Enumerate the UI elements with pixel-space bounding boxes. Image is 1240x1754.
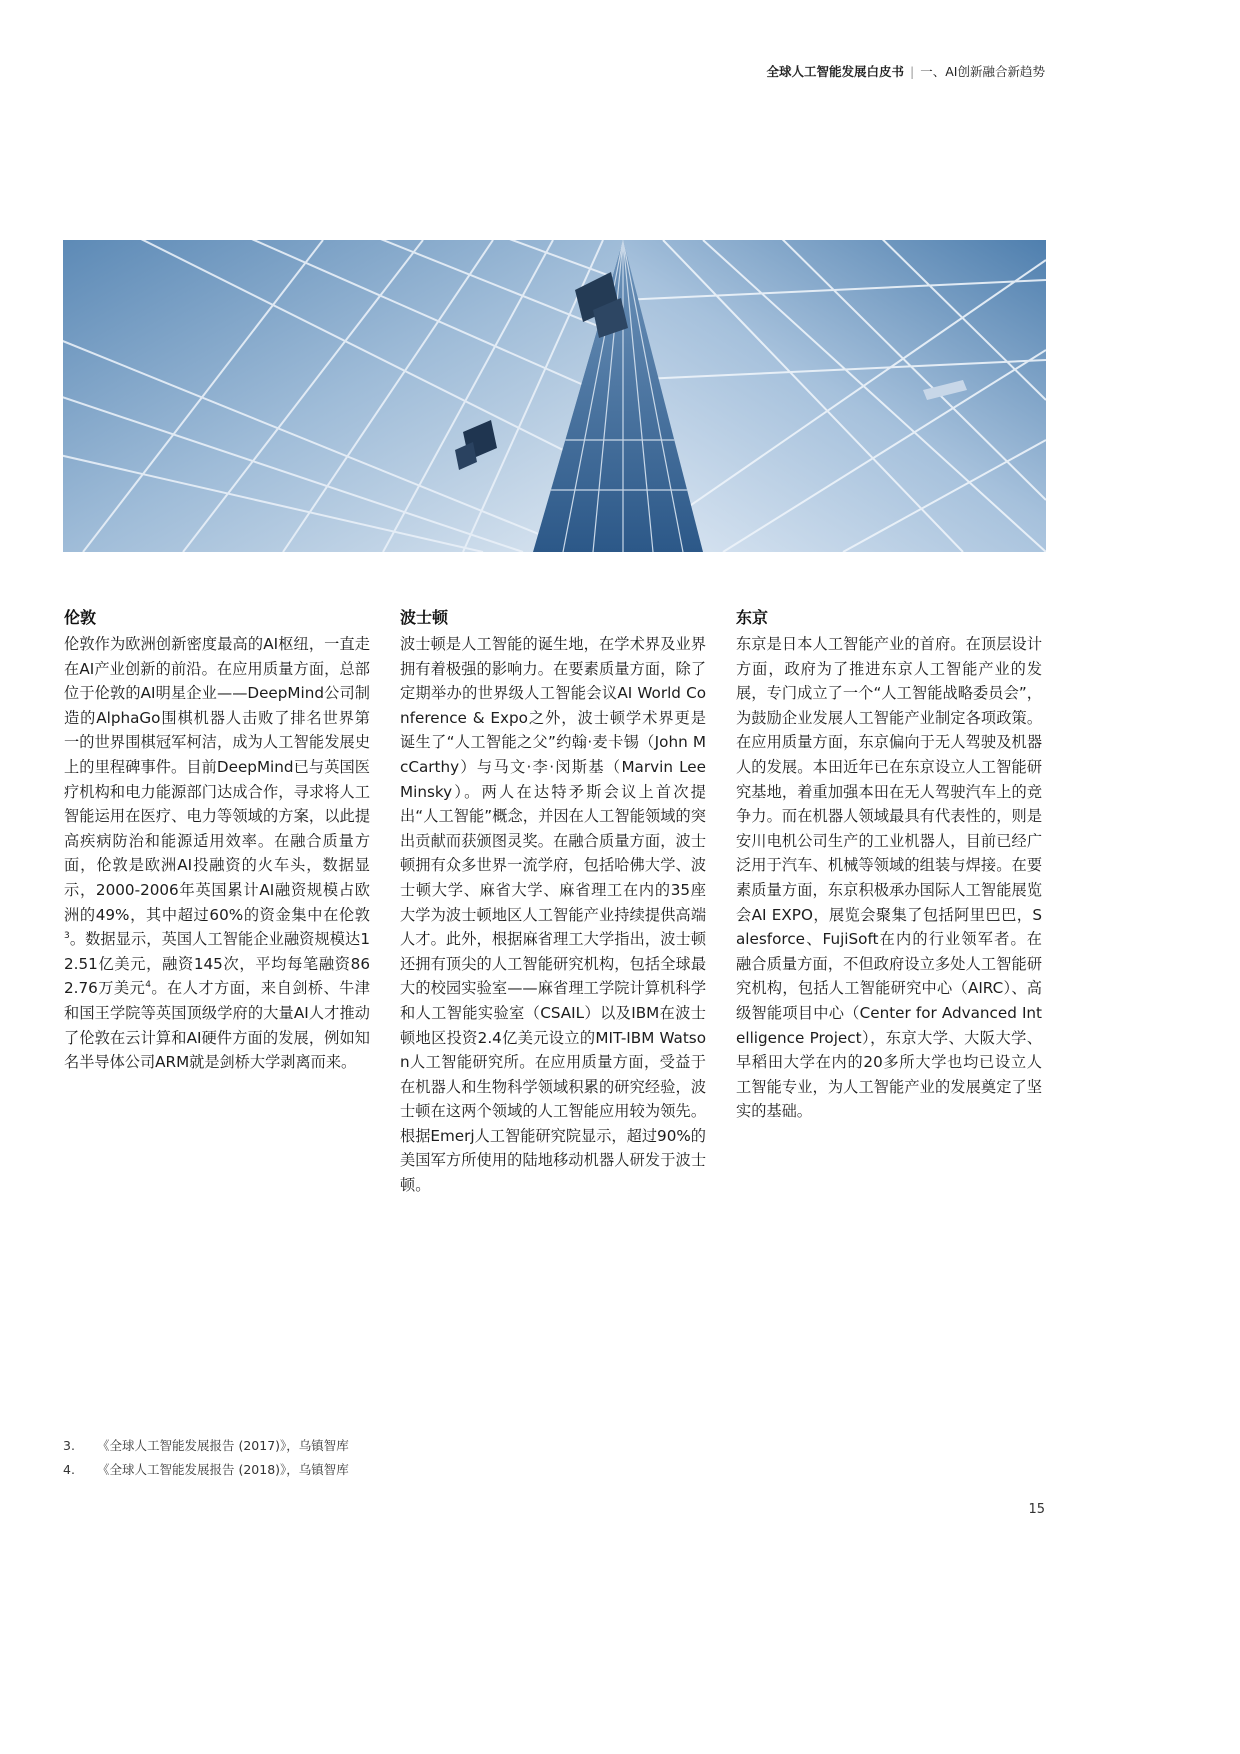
london-body [64,632,370,1075]
column-london [64,606,370,1075]
footnote-4 [63,1458,349,1482]
hero-image-skyscrapers [63,240,1046,552]
tokyo-body: 东京是日本人工智能产业的首府。在顶层设计方面，政府为了推进东京人工智能产业的发展，专门成立了一个“人工智能战略委员会”，为鼓励企业发展人工智能产业制定各项政策。在应用质量方面，东京偏向于无人驾驶及机器人的发展。本田近年已在东京设立人工智能研究基地，着重加强本田在无人驾驶汽车上的竞争力。而在机器人领域最具有代表性的，则是安川电机公司生产的工业机器人，目前已经广泛用于汽车、机械等领域的组装与焊接。在要素质量方面，东京积极承办国际人工智能展览会AI EXPO，展览会聚集了包括阿里巴巴，Salesforce、FujiSoft在内的行业领军者。在融合质量方面，不但政府设立多处人工智能研究机构，包括人工智能研究中心（AIRC）、高级智能项目中心（Center for Advanced Intelligence Project），东京大学、大阪大学、早稻田大学在内的20多所大学也均已设立人工智能专业，为人工智能产业的发展奠定了坚实的基础。 [736,635,1042,1121]
boston-body: 波士顿是人工智能的诞生地，在学术界及业界拥有着极强的影响力。在要素质量方面，除了定期举办的世界级人工智能会议AI World Conference & Expo之外，波士顿学术界更是诞生了“人工智能之父”约翰·麦卡锡（John McCarthy）与马文·李·闵斯基（Marvin Lee Minsky）。两人在达特矛斯会议上首次提出“人工智能”概念，并因在人工智能领域的突出贡献而获颁图灵奖。在融合质量方面，波士顿拥有众多世界一流学府，包括哈佛大学、波士顿大学、麻省大学、麻省理工在内的35座大学为波士顿地区人工智能产业持续提供高端人才。此外，根据麻省理工大学指出，波士顿还拥有顶尖的人工智能研究机构，包括全球最大的校园实验室——麻省理工学院计算机科学和人工智能实验室（CSAIL）以及IBM在波士顿地区投资2.4亿美元设立的MIT-IBM Watson人工智能研究所。在应用质量方面，受益于在机器人和生物科学领域积累的研究经验，波士顿在这两个领域的人工智能应用较为领先。根据Emerj人工智能研究院显示，超过90%的美国军方所使用的陆地移动机器人研发于波士顿。 [400,635,706,1195]
footnote-text: 《全球人工智能发展报告 (2017)》，乌镇智库 [97,1438,349,1453]
london-body-part-2: 。数据显示，英国人工智能企业融资规模达12.51亿美元，融资145次，平均每笔融资862.76万美元 [64,930,370,998]
footnote-ref-3[interactable]: 3 [64,931,70,942]
footnote-ref-4[interactable]: 4 [145,980,151,991]
running-header [767,62,1045,80]
page-number: 15 [1028,1502,1045,1517]
header-section: 一、AI创新融合新趋势 [920,64,1045,79]
footnote-number: 4. [63,1462,75,1477]
header-title: 全球人工智能发展白皮书 [766,64,905,79]
header-separator: | [910,64,915,79]
footnotes [63,1434,349,1482]
london-body-part-1: 伦敦作为欧洲创新密度最高的AI枢纽，一直走在AI产业创新的前沿。在应用质量方面，总部位于伦敦的AI明星企业——DeepMind公司制造的AlphaGo围棋机器人击败了排名世界第一的世界围棋冠军柯洁，成为人工智能发展史上的里程碑事件。目前DeepMind已与英国医疗机构和电力能源部门达成合作，寻求将人工智能运用在医疗、电力等领域的方案，以此提高疾病防治和能源适用效率。在融合质量方面，伦敦是欧洲AI投融资的火车头，数据显示，2000-2006年英国累计AI融资规模占欧洲的49%，其中超过60%的资金集中在伦敦 [64,635,370,924]
london-body-part-3: 。在人才方面，来自剑桥、牛津和国王学院等英国顶级学府的大量AI人才推动了伦敦在云计算和AI硬件方面的发展，例如知名半导体公司ARM就是剑桥大学剥离而来。 [64,979,370,1072]
london-heading: 伦敦 [64,608,97,627]
tokyo-heading: 东京 [736,608,769,627]
boston-heading: 波士顿 [400,608,449,627]
column-boston [400,606,706,1198]
footnote-text: 《全球人工智能发展报告 (2018)》，乌镇智库 [97,1462,349,1477]
footnote-number: 3. [63,1438,75,1453]
column-tokyo [736,606,1042,1124]
footnote-3 [63,1434,349,1458]
